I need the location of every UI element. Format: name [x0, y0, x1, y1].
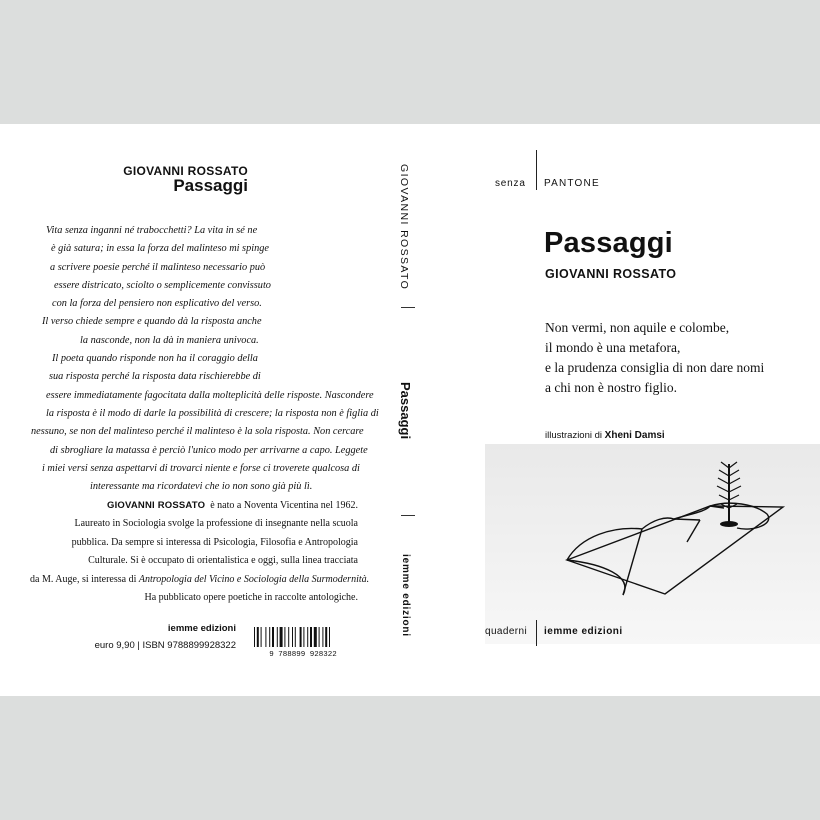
barcode-bar	[265, 627, 266, 647]
poem	[545, 318, 805, 398]
poem-line: e la prudenza consiglia di non dare nomi	[545, 360, 765, 375]
poem-line: il mondo è una metafora,	[545, 340, 681, 355]
barcode-bar	[292, 627, 293, 647]
barcode-bar	[325, 627, 327, 647]
pantone-label: PANTONE	[544, 178, 600, 189]
illustrations-label: illustrazioni di	[545, 430, 603, 441]
barcode-bar	[300, 627, 302, 647]
barcode-bar	[272, 627, 274, 647]
spine-title: Passaggi	[398, 382, 413, 440]
bio-line	[30, 571, 370, 589]
front-author: GIOVANNI ROSSATO	[545, 267, 677, 281]
bio-line: pubblica. Da sempre si interessa di Psicologia, Filosofia e Antropologia	[71, 536, 358, 548]
barcode-bar	[284, 627, 285, 647]
blurb-line: la risposta è il modo di darle la possibilità di crescere; la risposta non è figlia di	[46, 407, 379, 419]
price-isbn: euro 9,90 | ISBN 9788899928322	[94, 640, 236, 651]
book-cover-spread	[0, 124, 820, 696]
barcode	[250, 627, 356, 657]
blurb-line: interessante ma ricordatevi che io non sono già più lì.	[90, 481, 313, 493]
bio-line	[30, 497, 358, 515]
barcode-bar	[288, 627, 289, 647]
bio-line: Ha pubblicato opere poetiche in raccolte antologiche.	[144, 592, 358, 604]
barcode-bar	[295, 627, 296, 647]
barcode-bar	[280, 627, 283, 647]
barcode-bar	[319, 627, 320, 647]
senza-label: senza	[495, 178, 526, 189]
spine-divider	[401, 515, 415, 516]
spine-author: GIOVANNI ROSSATO	[398, 164, 410, 291]
bio-line: Culturale. Si è occupato di orientalistica e oggi, sulla linea tracciata	[88, 555, 358, 567]
barcode-bar	[310, 627, 312, 647]
barcode-bar	[257, 627, 259, 647]
bio-line-5-italic: Antropologia del Vicino e Sociologia della Surmodernità.	[138, 573, 370, 585]
back-title: Passaggi	[173, 176, 248, 195]
cover-illustration	[485, 424, 820, 644]
blurb-line: con la forza del pensiero non esplicativo del verso.	[52, 298, 262, 310]
blurb-line: la nasconde, non la dà in maniera univoca.	[80, 334, 259, 346]
barcode-bar	[314, 627, 317, 647]
bio-author-name: GIOVANNI ROSSATO	[107, 500, 206, 511]
blurb-line: di sbrogliare la matassa è perciò l'unico modo per arrivarne a capo. Leggete	[50, 444, 368, 456]
blurb-line: nessuno, se non del malinteso perché il malinteso è la sola risposta. Non cercare	[31, 426, 364, 438]
barcode-bar	[261, 627, 262, 647]
blurb-line: Il poeta quando risponde non ha il coraggio della	[52, 353, 258, 365]
blurb-line: essere immediatamente fagocitata dalla molteplicità delle risposte. Nascondere	[46, 389, 374, 401]
poem-line: Non vermi, non aquile e colombe,	[545, 320, 730, 335]
barcode-bar	[329, 627, 330, 647]
barcode-bar	[303, 627, 304, 647]
footer-divider	[536, 620, 537, 646]
illustration-background	[485, 444, 820, 644]
series-label: quaderni	[485, 626, 528, 637]
back-author: GIOVANNI ROSSATO	[123, 164, 248, 178]
back-publisher: iemme edizioni	[167, 623, 236, 634]
blurb-line: sua risposta perché la risposta data rischierebbe di	[49, 371, 261, 383]
blurb-line: i miei versi senza aspettarvi di trovarci niente e forse ci troverete qualcosa di	[42, 462, 360, 474]
illustrator-name: Xheni Damsi	[604, 430, 665, 441]
front-publisher: iemme edizioni	[544, 626, 623, 637]
blurb-line: è già satura; in essa la forza del malinteso mi spinge	[51, 243, 269, 255]
barcode-bar	[269, 627, 270, 647]
header-divider	[536, 150, 537, 190]
barcode-bar	[277, 627, 278, 647]
barcode-bar	[322, 627, 323, 647]
blurb-line: Vita senza inganni né trabocchetti? La vita in sé ne	[46, 225, 258, 236]
blurb-line: Il verso chiede sempre e quando dà la risposta anche	[42, 316, 262, 328]
bio-line-1: è nato a Noventa Vicentina nel 1962.	[210, 500, 358, 511]
front-title: Passaggi	[544, 227, 673, 259]
blurb-line: a scrivere poesie perché il malinteso necessario può	[50, 261, 266, 273]
barcode-bars	[254, 627, 330, 647]
bio-line-5-pre: da M. Auge, si interessa di	[30, 573, 137, 585]
back-blurb	[30, 222, 379, 496]
bio-line: Laureato in Sociologia svolge la professione di insegnante nella scuola	[74, 518, 358, 530]
barcode-bar	[254, 627, 255, 647]
barcode-number: 9 788899 928322	[269, 651, 337, 657]
poem-line: a chi non è nostro figlio.	[545, 380, 677, 395]
spine-publisher: iemme edizioni	[400, 554, 411, 637]
blurb-line: essere districato, sciolto o semplicemente convissuto	[54, 279, 271, 291]
author-bio	[30, 497, 370, 607]
spine-divider	[401, 307, 415, 308]
barcode-bar	[307, 627, 308, 647]
